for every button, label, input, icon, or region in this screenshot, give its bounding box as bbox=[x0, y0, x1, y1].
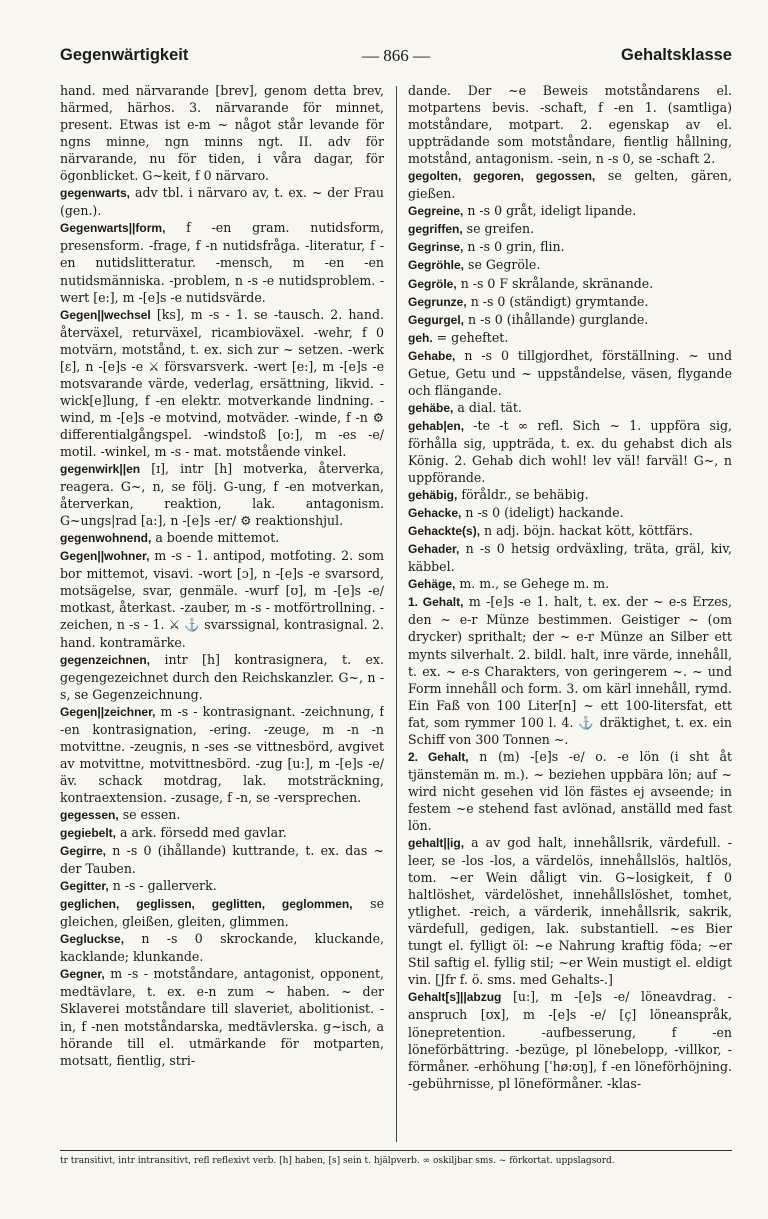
dictionary-entry bbox=[408, 399, 732, 417]
page-number: — 866 — bbox=[362, 46, 430, 65]
dictionary-entry bbox=[408, 82, 732, 167]
entry-headword: 2. Gehalt, bbox=[408, 749, 469, 764]
entry-headword: gehäbe, bbox=[408, 400, 454, 415]
entry-headword: Gehäge, bbox=[408, 577, 456, 592]
entry-headword: geglichen, geglissen, geglitten, geglommen, bbox=[60, 897, 353, 912]
entry-headword: Gegirre, bbox=[60, 844, 107, 859]
entry-headword: Gegenwarts||form, bbox=[60, 221, 166, 236]
entry-text: n -s 0 (ideligt) hackande. bbox=[465, 505, 624, 521]
entry-headword: Gegen||wohner, bbox=[60, 549, 150, 564]
dictionary-entry bbox=[408, 522, 732, 540]
entry-text: dande. Der ~e Beweis motståndarens el. motpartens bevis. -schaft, f -en 1. (samtliga) motståndare, motpart. 2. egenskap av el. uppträdande som motståndare, fientlig hållning, motstånd, antagonism. -sein, n -s 0, se -schaft 2. bbox=[408, 83, 732, 167]
dictionary-entry bbox=[408, 329, 732, 347]
entry-headword: Gegen||zeichner, bbox=[60, 704, 156, 719]
entry-headword: gegenwirk||en bbox=[60, 462, 141, 477]
entry-text: [ɪ], intr [h] motverka, återverka, reagera. G~, n, se följ. G-ung, f -en motverkan, återverkan, reaktion, lak. antagonism. G~ungs|rad [a:], n -[e]s -er/ ⚙ reaktionshjul. bbox=[60, 461, 384, 529]
entry-headword: gegenzeichnen, bbox=[60, 652, 151, 667]
dictionary-entry bbox=[408, 256, 732, 274]
dictionary-entry bbox=[60, 547, 384, 650]
entry-headword: gegriffen, bbox=[408, 222, 463, 237]
entry-text: n -s 0 (ständigt) grymtande. bbox=[470, 293, 649, 309]
entry-text: n -s 0 (ihållande) kuttrande, t. ex. das ~ der Tauben. bbox=[60, 843, 384, 877]
dictionary-entry bbox=[60, 82, 384, 184]
dictionary-entry bbox=[408, 504, 732, 522]
entry-headword: gegolten, gegoren, gegossen, bbox=[408, 169, 596, 184]
dictionary-entry bbox=[408, 748, 732, 834]
dictionary-entry bbox=[408, 575, 732, 593]
entry-text: [u:], m -[e]s -e/ löneavdrag. -anspruch [ʊx], m -[e]s -e/ [ç] löneanspråk, lönepretention. -aufbesserung, f -en löneförbättring. -bezüge, pl lönebelopp, -villkor, -förmåner. -erhöhung [ˈhø:ʊŋ], f -en löneförhöjning. -gebührnisse, pl löneförmåner. -klas- bbox=[408, 989, 732, 1091]
entry-text: adv tbl. i närvaro av, t. ex. ~ der Frau (gen.). bbox=[60, 185, 384, 219]
entry-headword: Gehader, bbox=[408, 542, 460, 557]
entry-headword: gegenwarts, bbox=[60, 186, 131, 201]
entry-text: m -s - motståndare, antagonist, opponent, medtävlare, t. ex. e-n zum ~ haben. ~ der Sklaverei motståndare till slaveriet, abolitionist. -in, f -nen motståndarska, medtävlerska. g~isch, a hörande till el. utmärkande för motparten, motsatt, fientlig, stri- bbox=[60, 966, 384, 1068]
dictionary-entry bbox=[408, 293, 732, 311]
entry-headword: gehäbig, bbox=[408, 488, 458, 503]
dictionary-entry bbox=[408, 540, 732, 575]
dictionary-entry bbox=[60, 895, 384, 930]
entry-text: a dial. tät. bbox=[457, 399, 522, 415]
dictionary-entry bbox=[60, 306, 384, 460]
entry-text: n -s 0 skrockande, kluckande, kacklande; klunkande. bbox=[60, 931, 384, 965]
dictionary-entry bbox=[60, 824, 384, 842]
entry-text: hand. med närvarande [brev], genom detta brev, härmed, härhos. 3. närvarande för minnet, present. Etwas ist e-m ~ något står levande för ngns minne, ngn minns ngt. II. adv för närvarande, nu för tiden, i våra dagar, för ögonblicket. G~keit, f 0 närvaro. bbox=[60, 83, 384, 184]
entry-text: m -[e]s -e 1. halt, t. ex. der ~ e-s Erzes, den ~ e-r Münze bestimmen. Geistiger ~ (om drycker) sprithalt; der ~ e-r Münze an Silber ett mynts silverhalt. 2. bildl. halt, inre värde, innehåll, t. ex. ~ e-s Charakters, von geringerem ~. ~ und Form innehåll och form. 3. om kärl innehåll, rymd. Ein Faß von 100 Liter[n] ~ ett 100-litersfat, ett fat, som rymmer 100 l. 4. ⚓ dräktighet, t. ex. ein Schiff von 300 Tonnen ~. bbox=[408, 594, 732, 747]
header-first-entry: Gegenwärtigkeit bbox=[60, 46, 189, 64]
dictionary-entry bbox=[60, 877, 384, 895]
dictionary-entry bbox=[408, 347, 732, 399]
entry-text: n -s 0 (ihållande) gurglande. bbox=[468, 311, 649, 327]
entry-text: n -s 0 gråt, ideligt lipande. bbox=[467, 203, 637, 219]
dictionary-entry bbox=[60, 930, 384, 965]
dictionary-entry bbox=[408, 238, 732, 256]
entry-text: se greifen. bbox=[466, 221, 535, 237]
right-column bbox=[408, 82, 732, 1144]
entry-text: = geheftet. bbox=[436, 329, 509, 345]
entry-text: föråldr., se behäbig. bbox=[461, 487, 589, 503]
entry-headword: Gegrunze, bbox=[408, 294, 467, 309]
dictionary-entry bbox=[60, 460, 384, 529]
entry-text: se gleichen, gleißen, gleiten, glimmen. bbox=[60, 896, 384, 930]
dictionary-entry bbox=[408, 220, 732, 238]
entry-text: n -s 0 tillgjordhet, förställning. ~ und Getue, Getu und ~ uppståndelse, väsen, flygande och flängande. bbox=[408, 347, 732, 398]
running-header bbox=[60, 46, 732, 72]
entry-headword: gehalt||ig, bbox=[408, 836, 465, 851]
abbreviation-footer: tr transitivt, intr intransitivt, refl reflexivt verb. [h] haben, [s] sein t. hjälpverb. ∞ oskiljbar sms. ~ förkortat. uppslagsord. bbox=[60, 1156, 615, 1166]
entry-text: m -s - 1. antipod, motfoting. 2. som bor mittemot, visavi. -wort [ɔ], n -[e]s -e svarsord, motsägelse, svar, genmäle. -wurf [ʊ], m -[e]s -e/ motkast, återkast. -zauber, m -s - motförtrollning. -zeichen, n -s - 1. ⚔ ⚓ svarssignal, kontrasignal. 2. hand. kontramärke. bbox=[60, 548, 384, 650]
entry-text: n -s 0 grin, flin. bbox=[467, 239, 565, 255]
dictionary-entry bbox=[60, 529, 384, 547]
entry-text: n -s - gallerverk. bbox=[112, 878, 217, 894]
dictionary-entry bbox=[60, 806, 384, 824]
entry-headword: Gegröle, bbox=[408, 276, 457, 291]
dictionary-entry bbox=[60, 842, 384, 877]
entry-text: f -en gram. nutidsform, presensform. -frage, f -n nutidsfråga. -literatur, f -en nutidslitteratur. -mensch, m -en -en nutidsmänniska. -problem, n -s -e nutidsproblem. -wert [e:], m -[e]s -e nutidsvärde. bbox=[60, 220, 384, 305]
entry-text: m. m., se Gehege m. m. bbox=[459, 576, 610, 592]
dictionary-entry bbox=[60, 651, 384, 703]
entry-text: se gelten, gären, gießen. bbox=[408, 168, 732, 202]
entry-headword: Gegreine, bbox=[408, 204, 464, 219]
entry-text: [ks], m -s - 1. se -tausch. 2. hand. återväxel, returväxel, ricambioväxel. -wehr, f 0 motvärn, motstånd, t. ex. sich zur ~ setzen. -werk [ɛ], n -[e]s -e ⚔ försvarsverk. -wert [e:], m -[e]s -e motsvarande värde, vederlag, ersättning, likvid. -wick[e]lung, f -en elektr. motverkande lindning. -wind, m -[e]s -e motvind, motväder. -winde, f -n ⚙ differentialgångspel. -windstoß [o:], m -es -e/ motil. -winkel, m -s - mat. motstående vinkel. bbox=[60, 306, 384, 459]
entry-headword: 1. Gehalt, bbox=[408, 595, 464, 610]
entry-headword: Gegurgel, bbox=[408, 312, 465, 327]
entry-headword: gehab|en, bbox=[408, 418, 465, 433]
dictionary-entry bbox=[408, 593, 732, 747]
dictionary-entry bbox=[408, 167, 732, 202]
entry-headword: Gegner, bbox=[60, 967, 105, 982]
entry-headword: geh. bbox=[408, 330, 433, 345]
left-column bbox=[60, 82, 384, 1144]
entry-text: se essen. bbox=[122, 806, 181, 822]
entry-text: n adj. böjn. hackat kött, köttfärs. bbox=[484, 523, 693, 539]
header-last-entry: Gehaltsklasse bbox=[621, 46, 732, 64]
column-divider bbox=[396, 86, 397, 1142]
dictionary-entry bbox=[408, 486, 732, 504]
dictionary-entry bbox=[408, 834, 732, 988]
entry-text: a ark. försedd med gavlar. bbox=[120, 825, 287, 841]
entry-headword: Gegrinse, bbox=[408, 240, 464, 255]
dictionary-entry bbox=[408, 417, 732, 486]
dictionary-body bbox=[60, 82, 732, 1144]
entry-headword: Gegitter, bbox=[60, 879, 109, 894]
entry-text: n -s 0 hetsig ordväxling, träta, gräl, kiv, käbbel. bbox=[408, 541, 732, 575]
entry-text: -te -t ∞ refl. Sich ~ 1. uppföra sig, förhålla sig, uppträda, t. ex. du gehabst dich als König. 2. Gehab dich wohl! lev väl! farväl! G~, n uppförande. bbox=[408, 417, 732, 486]
dictionary-entry bbox=[408, 275, 732, 293]
entry-text: n -s 0 F skrålande, skränande. bbox=[460, 275, 654, 291]
entry-headword: gegessen, bbox=[60, 807, 119, 822]
dictionary-entry bbox=[60, 703, 384, 806]
footer-rule bbox=[60, 1150, 732, 1151]
dictionary-entry bbox=[60, 219, 384, 305]
entry-headword: Gegröhle, bbox=[408, 258, 465, 273]
entry-text: intr [h] kontrasignera, t. ex. gegengezeichnet durch den Reichskanzler. G~, n -s, se Gegenzeichnung. bbox=[60, 651, 384, 702]
entry-headword: Gehackte(s), bbox=[408, 524, 481, 539]
entry-text: se Gegröle. bbox=[468, 257, 541, 273]
entry-headword: Gehabe, bbox=[408, 348, 456, 363]
entry-headword: Gehalt[s]||abzug bbox=[408, 990, 502, 1005]
entry-headword: Gehacke, bbox=[408, 506, 462, 521]
dictionary-entry bbox=[60, 965, 384, 1068]
entry-text: a av god halt, innehållsrik, värdefull. -leer, se -los -los, a värdelös, innehållslös, haltlös, tom. ~er Wein dåligt vin. G~losigkeit, f 0 haltlöshet, värdelöshet, innehållslöshet, tomhet, ytlighet. -reich, a värderik, innehållsrik, sakrik, värdefull, gedigen, lak. substantiell. ~es Bier tungt el. fylligt öl: ~e Nahrung kraftig föda; ~er Stil saftig el. fyllig stil; ~er Wein mustigt el. eldigt vin. [Jfr f. ö. sms. med Gehalts-.] bbox=[408, 835, 732, 988]
entry-headword: Gegen||wechsel bbox=[60, 307, 151, 322]
dictionary-entry bbox=[60, 184, 384, 219]
entry-headword: gegenwohnend, bbox=[60, 531, 152, 546]
entry-text: a boende mittemot. bbox=[155, 530, 280, 546]
entry-text: n (m) -[e]s -e/ o. -e lön (i sht åt tjänstemän m. m.). ~ beziehen uppbära lön; auf ~ wird nicht gesehen vid lön fästes ej avseende; in festem ~e stehend fast avlönad, anställd med fast lön. bbox=[408, 748, 732, 833]
entry-headword: gegiebelt, bbox=[60, 826, 117, 841]
dictionary-entry bbox=[408, 202, 732, 220]
entry-text: m -s - kontrasignant. -zeichnung, f -en kontrasignation, -ering. -zeuge, m -n -n motvittne. -zeugnis, n -ses -se vittnesbörd, avgivet av motvittne, motvittnesbörd. -zug [u:], m -[e]s -e/ äv. schack motdrag, lak. motsträckning, kontraextension. -zusage, f -n, se -versprechen. bbox=[60, 703, 384, 805]
dictionary-entry bbox=[408, 311, 732, 329]
dictionary-entry bbox=[408, 988, 732, 1091]
entry-headword: Gegluckse, bbox=[60, 932, 125, 947]
